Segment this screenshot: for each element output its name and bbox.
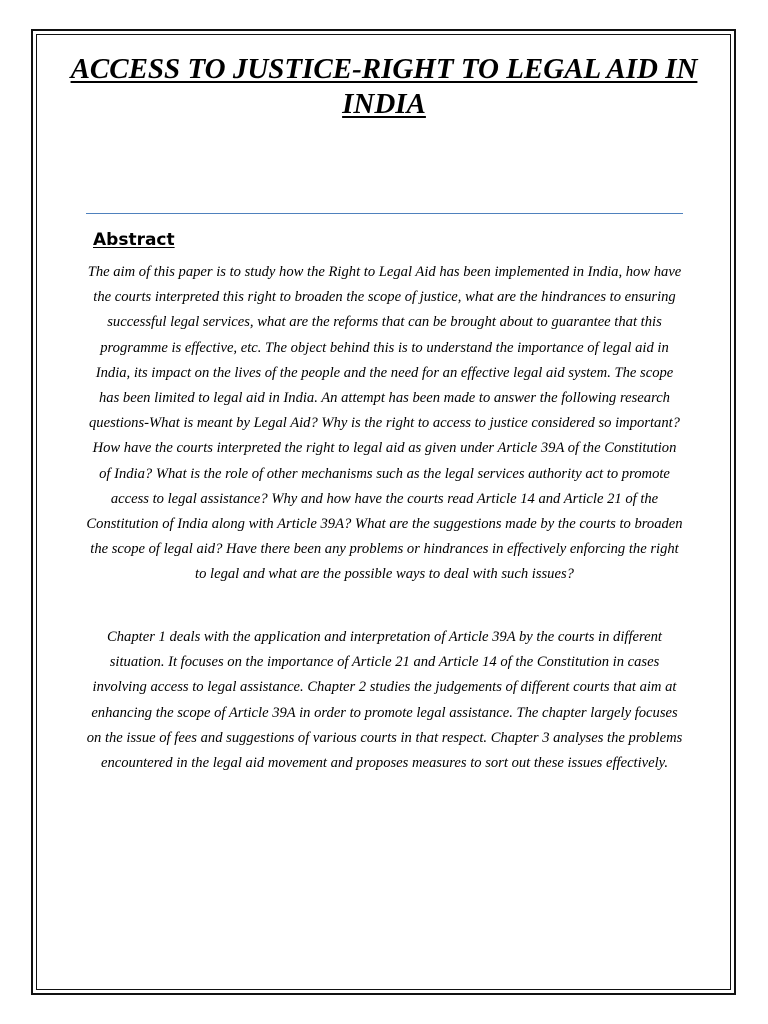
chapter-summary-paragraph: Chapter 1 deals with the application and interpretation of Article 39A by the courts in different situation. It focuses on the importance of Article 21 and Article 14 of the Constitution in cases involving access to legal assistance. Chapter 2 studies the judgements of different courts that aim at enhancing the scope of Article 39A in order to promote legal assistance. The chapter largely focuses on the issue of fees and suggestions of various courts in that respect. Chapter 3 analyses the problems encountered in the legal aid movement and proposes measures to sort out these issues effectively. [86,629,683,772]
document-title: ACCESS TO JUSTICE-RIGHT TO LEGAL AID IN INDIA [70,53,698,120]
title-divider [86,213,683,214]
abstract-paragraph: The aim of this paper is to study how the Right to Legal Aid has been implemented in India, how have the courts interpreted this right to broaden the scope of justice, what are the hindrances to ensuring successful legal services, what are the reforms that can be brought about to guarantee that this programme is effective, etc. The object behind this is to understand the importance of legal aid in India, its impact on the lives of the people and the need for an effective legal aid system. The scope has been limited to legal aid in India. An attempt has been made to answer the following research questions-What is meant by Legal Aid? Why is the right to access to justice considered so important? How have the courts interpreted the right to legal aid as given under Article 39A of the Constitution of India? What is the role of other mechanisms such as the legal services authority act to promote access to legal assistance? Why and how have the courts read Article 14 and Article 21 of the Constitution of India along with Article 39A? What are the suggestions made by the courts to broaden the scope of legal aid? Have there been any problems or hindrances in effectively enforcing the right to legal and what are the possible ways to deal with such issues? [86,264,683,583]
abstract-heading: Abstract [93,230,175,250]
